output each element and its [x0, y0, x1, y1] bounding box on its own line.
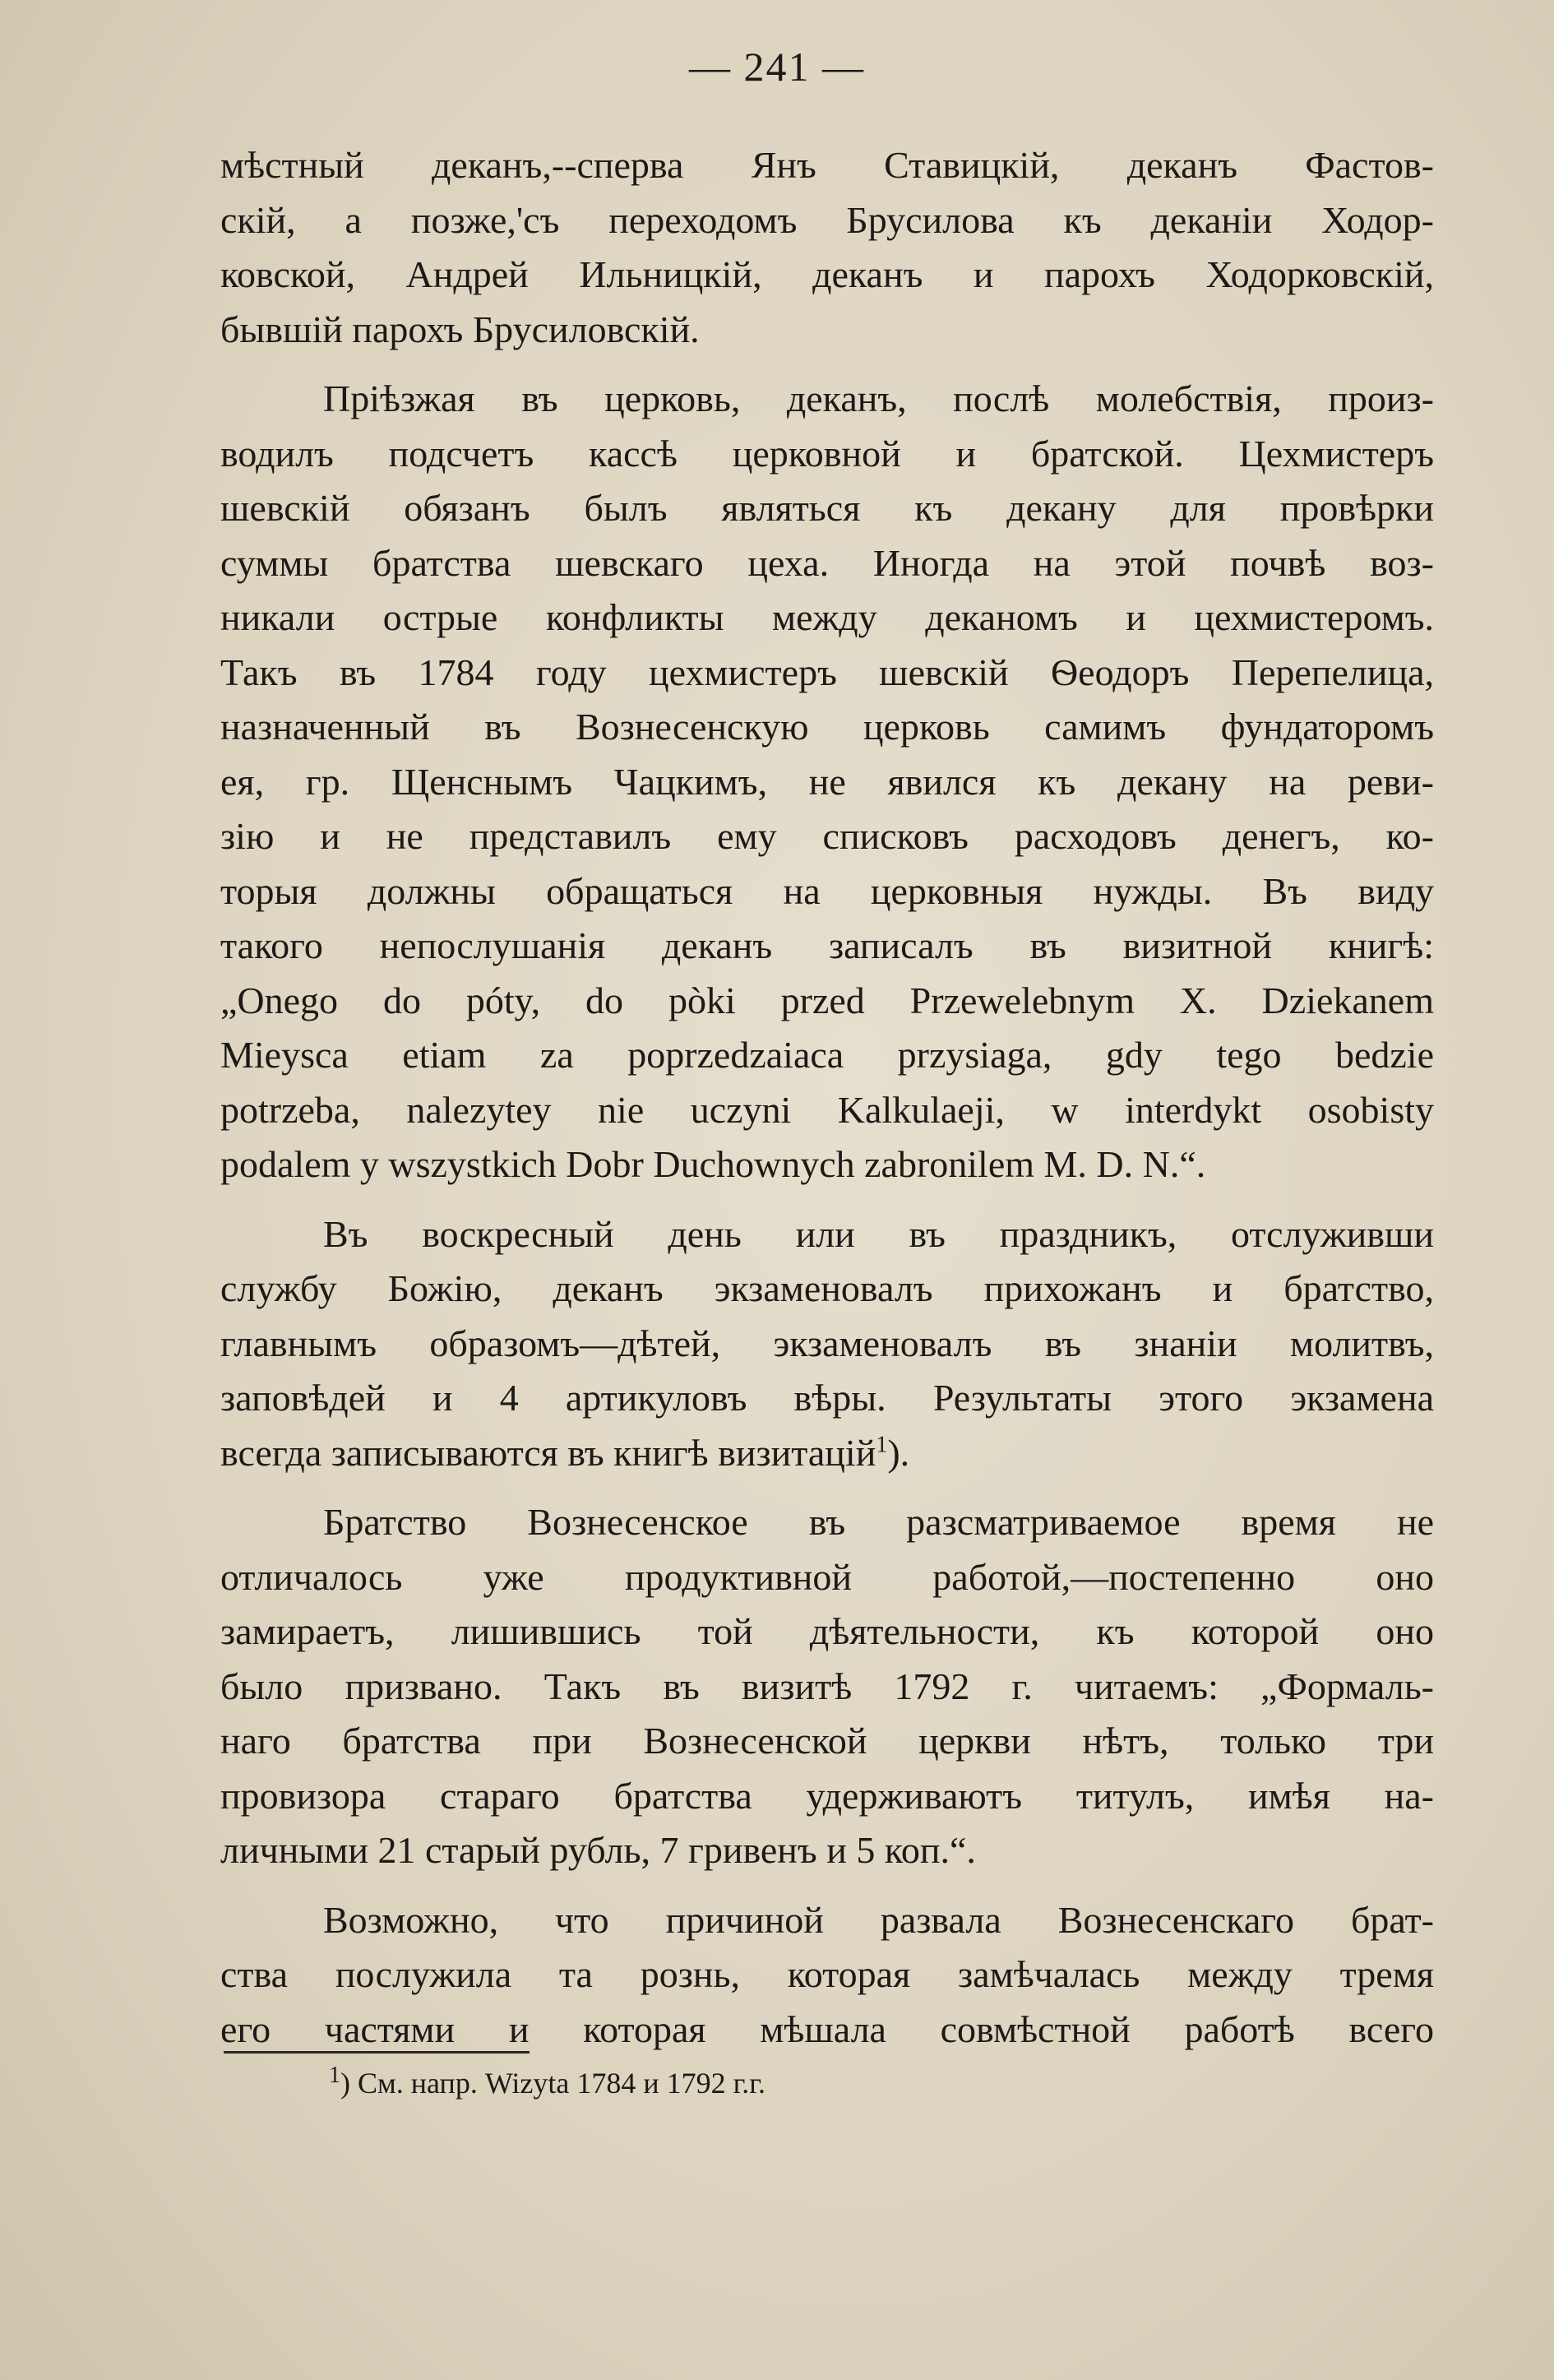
text-line: ковской, Андрей Ильницкій, деканъ и парохъ Ходорковскій,: [220, 253, 1434, 295]
text-line: никали острые конфликты между деканомъ и цехмистеромъ.: [220, 596, 1434, 638]
paragraph-gap: [220, 1480, 1434, 1495]
paragraph-gap: [220, 1192, 1434, 1207]
text-line: шевскій обязанъ былъ являться къ декану для провѣрки: [220, 487, 1434, 529]
paragraph-gap: [220, 1878, 1434, 1893]
text-line: заповѣдей и 4 артикуловъ вѣры. Результаты этого экзамена: [220, 1377, 1434, 1419]
text-line: зію и не представилъ ему списковъ расходовъ денегъ, ко-: [220, 815, 1434, 857]
text-line: бывшій парохъ Брусиловскій.: [220, 308, 700, 350]
text-line: Mieysca etiam za poprzedzaiaca przysiaga, gdy tego bedzie: [220, 1034, 1434, 1076]
text-line: его частями и которая мѣшала совмѣстной работѣ всего: [220, 2007, 1434, 2050]
text-line: скій, а позже,'съ переходомъ Брусилова къ деканіи Ходор-: [220, 198, 1434, 241]
text-line: podalem y wszystkich Dobr Duchownych zabronilem M. D. N.“.: [220, 1143, 1206, 1185]
footnote: [329, 2063, 765, 2104]
text-line: было призвано. Такъ въ визитѣ 1792 г. читаемъ: „Формаль-: [220, 1665, 1434, 1707]
text-line: ея, гр. Щенснымъ Чацкимъ, не явился къ декану на реви-: [220, 760, 1434, 803]
footnote-divider: [224, 2051, 530, 2054]
footnote-text: ) См. напр. Wizyta 1784 и 1792 г.г.: [340, 2067, 765, 2100]
text-line: всегда записываются въ книгѣ визитацій$^1$).: [220, 1431, 910, 1474]
text-line: водилъ подсчетъ кассѣ церковной и братской. Цехмистеръ: [220, 432, 1434, 475]
text-line: личными 21 старый рубль, 7 гривенъ и 5 коп.“.: [220, 1829, 976, 1871]
text-line: суммы братства шевскаго цеха. Иногда на этой почвѣ воз-: [220, 541, 1434, 584]
text-line: главнымъ образомъ—дѣтей, экзаменовалъ въ знаніи молитвъ,: [220, 1322, 1434, 1364]
text-line: Такъ въ 1784 году цехмистеръ шевскій Ѳеодоръ Перепелица,: [220, 651, 1434, 693]
text-line: Возможно, что причиной развала Вознесенскаго брат-: [323, 1898, 1434, 1941]
text-line: мѣстный деканъ,--сперва Янъ Ставицкій, деканъ Фастов-: [220, 144, 1434, 186]
text-line: Въ воскресный день или въ праздникъ, отслуживши: [323, 1212, 1434, 1255]
text-line: ства послужила та рознь, которая замѣчалась между тремя: [220, 1953, 1434, 1995]
text-line: службу Божію, деканъ экзаменовалъ прихожанъ и братство,: [220, 1267, 1434, 1309]
body-text: [220, 138, 1434, 2057]
page-number: — 241 —: [689, 44, 865, 90]
text-line: провизора стараго братства удерживаютъ титулъ, имѣя на-: [220, 1774, 1434, 1817]
text-line: назначенный въ Вознесенскую церковь самимъ фундаторомъ: [220, 706, 1434, 748]
text-line: замираетъ, лишившись той дѣятельности, къ которой оно: [220, 1610, 1434, 1652]
line-tail: ).: [887, 1431, 910, 1474]
text-line: торыя должны обращаться на церковныя нужды. Въ виду: [220, 869, 1434, 912]
text-line: наго братства при Вознесенской церкви нѣтъ, только три: [220, 1720, 1434, 1762]
text-line: Пріѣзжая въ церковь, деканъ, послѣ молебствія, произ-: [323, 377, 1434, 419]
footnote-mark: 1: [329, 2063, 340, 2088]
text-line: отличалось уже продуктивной работой,—постепенно оно: [220, 1555, 1434, 1598]
text-line: Братство Вознесенское въ разсматриваемое время не: [323, 1501, 1434, 1543]
text-line: такого непослушанія деканъ записалъ въ визитной книгѣ:: [220, 924, 1434, 966]
text-line: potrzeba, nalezytey nie uczyni Kalkulaeji, w interdykt osobisty: [220, 1088, 1434, 1131]
text-line: „Onego do póty, do pòki przed Przewelebnym X. Dziekanem: [220, 979, 1434, 1021]
footnote-reference: 1: [876, 1432, 888, 1458]
paragraph-gap: [220, 357, 1434, 372]
